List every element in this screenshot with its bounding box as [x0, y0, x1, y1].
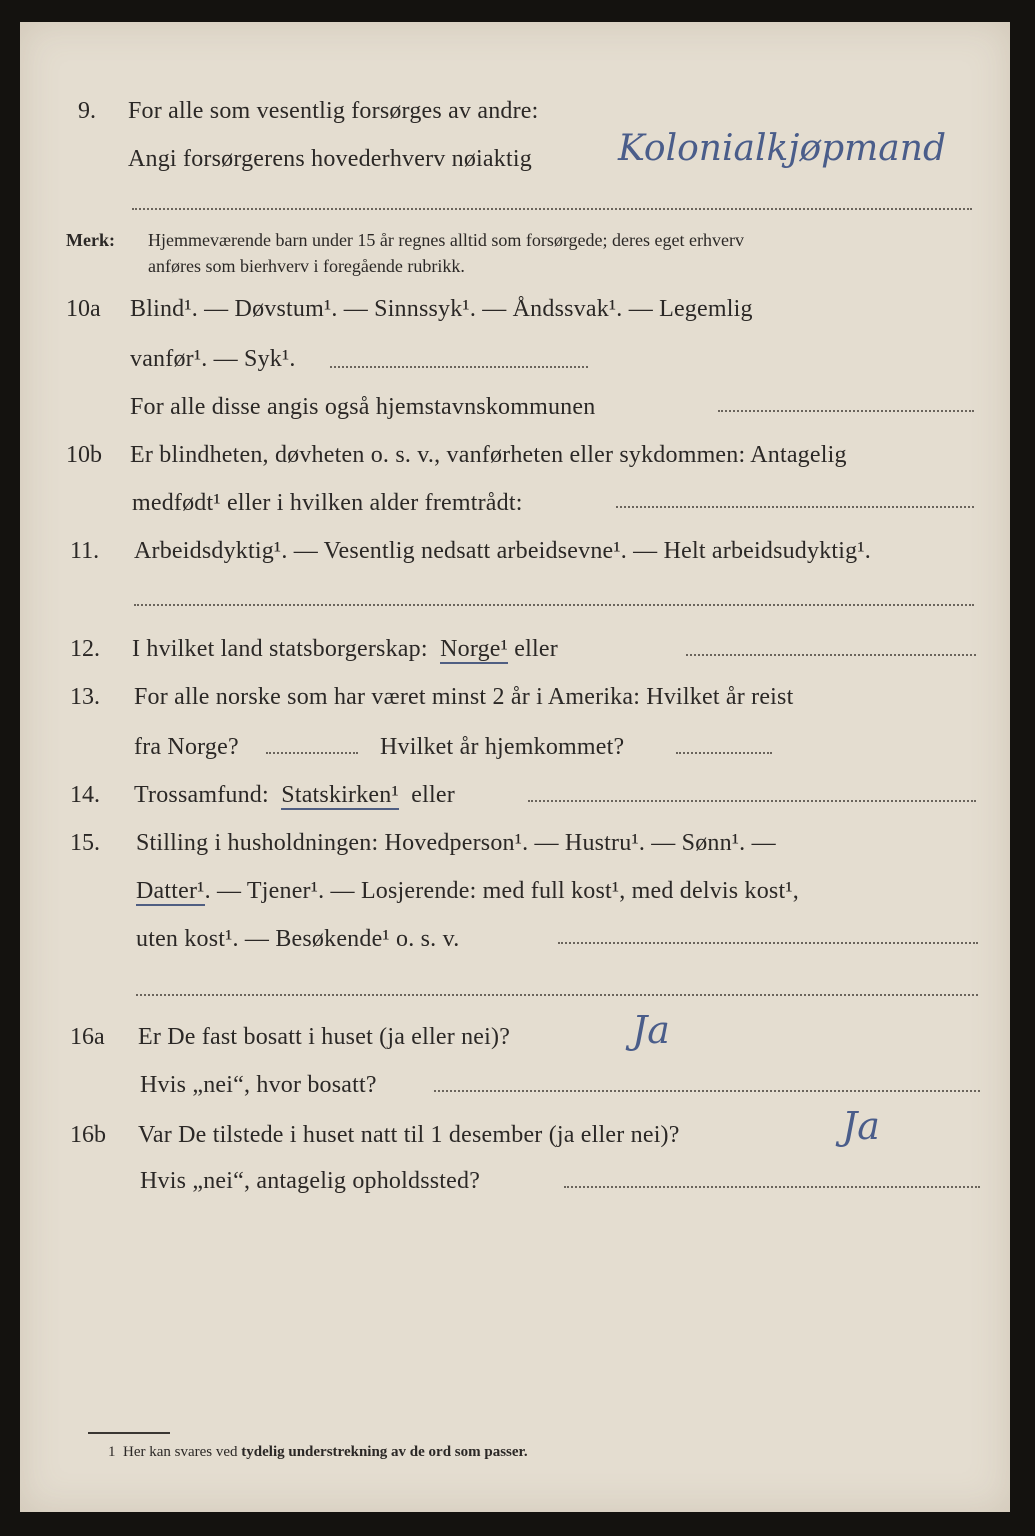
q10a-hjemstavn-fill-line: [718, 410, 974, 412]
q13-reist-fill-line: [266, 752, 358, 754]
footnote-prefix: Her kan svares ved: [123, 1444, 238, 1460]
q11-line1: Arbeidsdyktig¹. — Vesentlig nedsatt arbeidsevne¹. — Helt arbeidsudyktig¹.: [134, 538, 871, 564]
q11-fill-line: [134, 604, 974, 606]
q10a-line3: For alle disse angis også hjemstavnskommunen: [130, 394, 596, 420]
q12-prefix: I hvilket land statsborgerskap:: [132, 636, 428, 662]
q11-number: 11.: [70, 538, 100, 564]
q13-line1: For alle norske som har været minst 2 år i Amerika: Hvilket år reist: [134, 684, 794, 710]
q13-number: 13.: [70, 684, 100, 710]
q16a-line1: Er De fast bosatt i huset (ja eller nei)?: [138, 1024, 511, 1050]
q14-fill-line: [528, 800, 976, 802]
q10b-line1: Er blindheten, døvheten o. s. v., vanførheten eller sykdommen: Antagelig: [130, 442, 847, 468]
footnote-rule: [88, 1432, 170, 1434]
q14-prefix: Trossamfund:: [134, 782, 269, 808]
q16b-fill-line: [564, 1186, 980, 1188]
q16b-number: 16b: [70, 1122, 106, 1148]
q10a-line2: vanfør¹. — Syk¹.: [130, 346, 296, 372]
q12-fill-line: [686, 654, 976, 656]
q12-line: [132, 636, 558, 663]
footnote: [108, 1444, 528, 1461]
merk-label: Merk:: [66, 230, 115, 250]
q15-line2: [136, 878, 799, 905]
q16b-line2: Hvis „nei“, antagelig opholdssted?: [140, 1168, 481, 1194]
q9-number: 9.: [78, 98, 96, 124]
q14-underlined-statskirken: Statskirken¹: [281, 782, 399, 808]
q9-fill-line: [132, 208, 972, 210]
q14-suffix: eller: [411, 782, 455, 808]
q12-underlined-norge: Norge¹: [440, 636, 509, 662]
q16b-line1: Var De tilstede i huset natt til 1 desember (ja eller nei)?: [138, 1122, 680, 1148]
q16a-fill-line: [434, 1090, 980, 1092]
q9-line1: For alle som vesentlig forsørges av andre:: [128, 98, 539, 124]
merk-line1: Hjemmeværende barn under 15 år regnes alltid som forsørgede; deres eget erhverv: [148, 230, 744, 250]
q15-number: 15.: [70, 830, 100, 856]
q15-line3: uten kost¹. — Besøkende¹ o. s. v.: [136, 926, 460, 952]
q15-fill-line: [558, 942, 978, 944]
merk-line2: anføres som bierhverv i foregående rubrikk.: [148, 256, 465, 276]
q10b-fill-line: [616, 506, 974, 508]
q13-line2b: Hvilket år hjemkommet?: [380, 734, 625, 760]
q10a-line1: Blind¹. — Døvstum¹. — Sinnssyk¹. — Åndssvak¹. — Legemlig: [130, 296, 753, 322]
footnote-mark: 1: [108, 1444, 116, 1460]
q15-extra-fill-line: [136, 994, 978, 996]
q9-answer-handwriting: Kolonialkjøpmand: [618, 128, 946, 169]
q13-line2a: fra Norge?: [134, 734, 239, 760]
q16a-answer-handwriting: Ja: [632, 1008, 670, 1052]
q16a-number: 16a: [70, 1024, 105, 1050]
q14-number: 14.: [70, 782, 100, 808]
q14-line: [134, 782, 455, 809]
q15-underlined-datter: Datter¹: [136, 878, 205, 904]
q15-line2-rest: . — Tjener¹. — Losjerende: med full kost¹, med delvis kost¹,: [204, 878, 799, 904]
q16a-line2: Hvis „nei“, hvor bosatt?: [140, 1072, 377, 1098]
q16b-answer-handwriting: Ja: [842, 1104, 880, 1148]
q15-line1: Stilling i husholdningen: Hovedperson¹. — Hustru¹. — Sønn¹. —: [136, 830, 776, 856]
q10a-syk-fill-line: [330, 366, 588, 368]
q10a-number: 10a: [66, 296, 101, 322]
form-sheet: [20, 22, 1010, 1512]
q9-line2: Angi forsørgerens hovederhverv nøiaktig: [128, 146, 532, 172]
footnote-bold-text: tydelig understrekning av de ord som passer.: [241, 1444, 528, 1460]
q10b-line2: medfødt¹ eller i hvilken alder fremtrådt:: [132, 490, 523, 516]
q12-number: 12.: [70, 636, 100, 662]
q12-suffix: eller: [514, 636, 558, 662]
q10b-number: 10b: [66, 442, 102, 468]
q13-hjemkommet-fill-line: [676, 752, 772, 754]
